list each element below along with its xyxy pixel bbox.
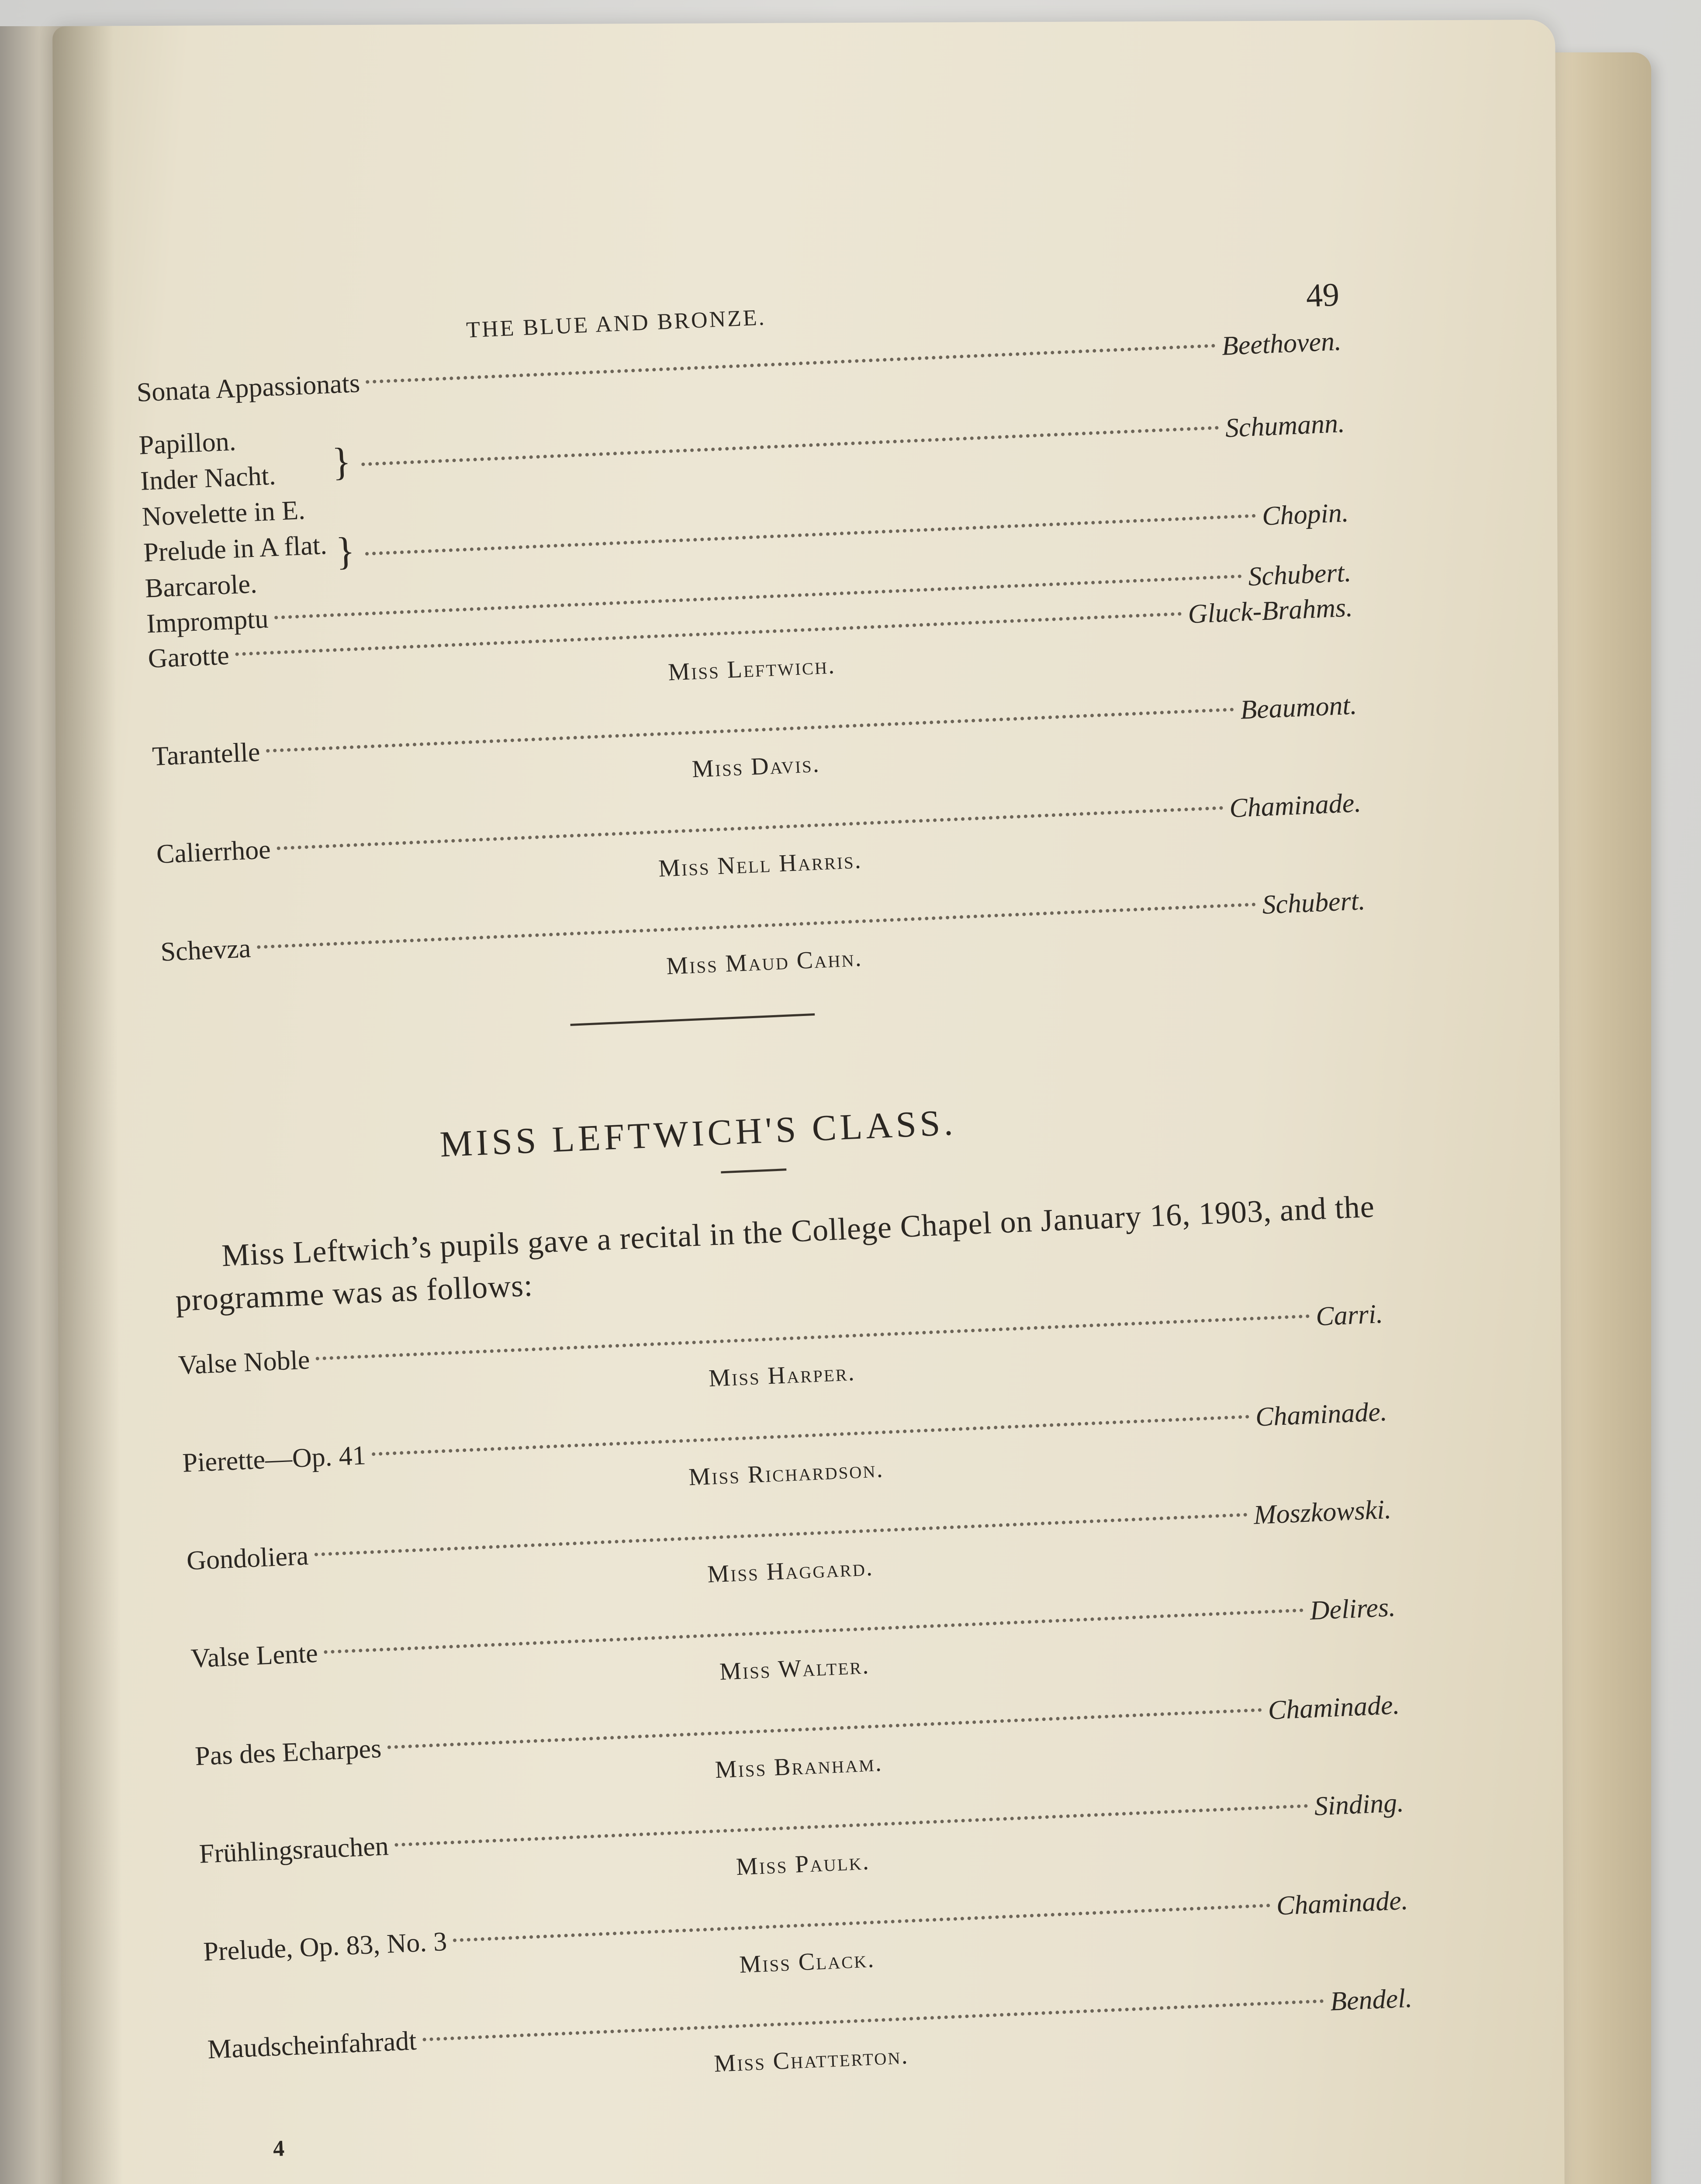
piece-title: Valse Noble xyxy=(177,1345,311,1380)
grouped-titles xyxy=(138,420,329,607)
first-program xyxy=(136,324,1367,1002)
composer: Beaumont. xyxy=(1239,690,1358,725)
piece-title: Impromptu xyxy=(146,604,269,639)
performer-name: Miss Davis. xyxy=(691,750,821,783)
performer-name: Miss Chatterton. xyxy=(713,2042,909,2077)
piece-title: Calierrhoe xyxy=(156,834,271,869)
brace-glyph: } xyxy=(335,529,356,574)
short-rule xyxy=(721,1168,786,1173)
piece-title: Prelude, Op. 83, No. 3 xyxy=(203,1926,448,1967)
performer-name: Miss Haggard. xyxy=(707,1554,874,1588)
intro-paragraph: Miss Leftwich’s pupils gave a recital in the College Chapel on January 16, 1903, and the programme was as follows: xyxy=(175,1189,1376,1318)
composer: Schubert. xyxy=(1262,885,1366,920)
composer: Delires. xyxy=(1309,1592,1396,1626)
page-content xyxy=(132,236,1417,2164)
piece-title: Valse Lente xyxy=(190,1638,319,1674)
piece-title: Gondoliera xyxy=(186,1541,309,1576)
composer: Schubert. xyxy=(1247,557,1352,592)
section-heading: MISS LEFTWICH'S CLASS. xyxy=(439,1102,957,1165)
piece-title: Barcarole. xyxy=(144,569,258,604)
composer: Chaminade. xyxy=(1229,788,1362,823)
dot-leader xyxy=(366,344,1216,384)
performer-name: Miss Clack. xyxy=(739,1946,876,1979)
piece-title: Inder Nacht. xyxy=(140,460,277,496)
book-page xyxy=(52,20,1566,2184)
composer: Chaminade. xyxy=(1276,1885,1409,1921)
performer-name: Miss Harper. xyxy=(708,1358,856,1393)
brace-glyph: } xyxy=(331,439,352,484)
performer-name: Miss Leftwich. xyxy=(667,652,837,686)
page-number: 49 xyxy=(1305,276,1340,314)
performer-name: Miss Maud Cahn. xyxy=(666,944,863,980)
class-section xyxy=(169,1083,1414,2099)
piece-title: Pierette—Op. 41 xyxy=(182,1440,366,1478)
performer-name: Miss Paulk. xyxy=(735,1848,871,1881)
piece-title: Sonata Appassionats xyxy=(136,368,361,408)
composer: Bendel. xyxy=(1329,1983,1413,2017)
composer: Schumann. xyxy=(1224,408,1345,443)
piece-title: Novelette in E. xyxy=(141,495,306,532)
composer: Carri. xyxy=(1315,1299,1384,1332)
composer: Chopin. xyxy=(1261,498,1349,531)
performer-name: Miss Richardson. xyxy=(688,1455,885,1491)
composer: Beethoven. xyxy=(1221,326,1342,361)
performer-name: Miss Nell Harris. xyxy=(658,847,863,882)
dot-leader xyxy=(365,514,1256,555)
program-row xyxy=(335,491,1349,573)
composer: Chaminade. xyxy=(1267,1690,1400,1726)
composer: Gluck-Brahms. xyxy=(1187,592,1353,629)
piece-title: Schevza xyxy=(160,933,252,967)
piece-title: Papillon. xyxy=(138,426,237,460)
piece-title: Frühlingsrauchen xyxy=(198,1831,390,1869)
piece-title: Pas des Echarpes xyxy=(194,1733,382,1772)
piece-title: Prelude in A flat. xyxy=(143,530,328,568)
running-title: THE BLUE AND BRONZE. xyxy=(466,305,767,343)
program-row xyxy=(332,401,1346,484)
gutter-shadow xyxy=(52,26,124,2184)
composer: Sinding. xyxy=(1314,1787,1404,1821)
performer-name: Miss Branham. xyxy=(714,1749,883,1784)
performer-name: Miss Walter. xyxy=(719,1652,871,1686)
signature-mark: 4 xyxy=(272,2136,285,2162)
composer: Moszkowski. xyxy=(1253,1494,1392,1531)
composer: Chaminade. xyxy=(1255,1396,1388,1432)
piece-title: Maudscheinfahradt xyxy=(207,2026,417,2065)
piece-title: Tarantelle xyxy=(152,737,261,772)
piece-title: Garotte xyxy=(147,640,230,674)
section-divider xyxy=(570,1013,815,1026)
dot-leader xyxy=(362,426,1219,466)
